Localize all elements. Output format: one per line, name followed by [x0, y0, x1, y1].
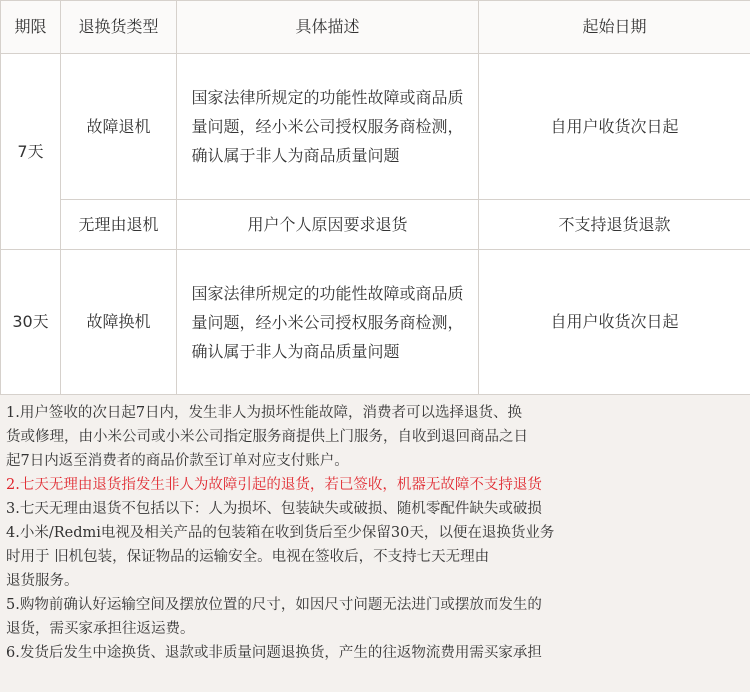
description-fault-exchange: 国家法律所规定的功能性故障或商品质量问题，经小米公司授权服务商检测，确认属于非人为商品质量问题	[191, 283, 464, 361]
table-row	[1, 200, 750, 250]
note-item	[6, 473, 744, 497]
header-start-date: 起始日期	[479, 1, 750, 54]
note-text: 2.七天无理由退货指发生非人为故障引起的退货，若已签收，机器无故障不支持退货	[6, 477, 542, 493]
header-type: 退换货类型	[61, 1, 177, 54]
header-period: 期限	[1, 1, 61, 54]
period-7-days: 7天	[1, 54, 61, 250]
note-item	[6, 521, 744, 593]
note-item	[6, 401, 744, 473]
note-text: 3.七天无理由退货不包括以下：人为损坏、包装缺失或破损、随机零配件缺失或破损	[6, 501, 542, 517]
note-text: 4.小米/Redmi电视及相关产品的包装箱在收到货后至少保留30天，以便在退换货业务 时用于 旧机包装，保证物品的运输安全。电视在签收后，不支持七天无理由 退货服务。	[6, 525, 555, 589]
header-description: 具体描述	[177, 1, 479, 54]
note-item	[6, 593, 744, 641]
description-fault-return: 国家法律所规定的功能性故障或商品质量问题，经小米公司授权服务商检测，确认属于非人为商品质量问题	[191, 88, 464, 165]
start-date-fault-exchange: 自用户收货次日起	[479, 250, 750, 395]
note-item	[6, 641, 744, 665]
description-cell	[177, 54, 479, 200]
type-no-reason-return: 无理由退机	[61, 200, 177, 250]
table-row	[1, 54, 750, 200]
note-text: 5.购物前确认好运输空间及摆放位置的尺寸，如因尺寸问题无法进门或摆放而发生的 退货，需买家承担往返运费。	[6, 597, 542, 637]
policy-notes	[0, 394, 750, 665]
description-no-reason-return: 用户个人原因要求退货	[177, 200, 479, 250]
description-cell	[177, 250, 479, 395]
table-row	[1, 250, 750, 395]
start-date-no-reason-return: 不支持退货退款	[479, 200, 750, 250]
type-fault-exchange: 故障换机	[61, 250, 177, 395]
period-30-days: 30天	[1, 250, 61, 395]
type-fault-return: 故障退机	[61, 54, 177, 200]
start-date-fault-return: 自用户收货次日起	[479, 54, 750, 200]
note-text: 6.发货后发生中途换货、退款或非质量问题退换货，产生的往返物流费用需买家承担	[6, 645, 542, 661]
note-text: 1.用户签收的次日起7日内，发生非人为损坏性能故障，消费者可以选择退货、换 货或修理，由小米公司或小米公司指定服务商提供上门服务，自收到退回商品之日 起7日内返至消费者的商品价款至订单对应支付账户。	[6, 405, 528, 469]
note-item	[6, 497, 744, 521]
table-header-row	[1, 1, 750, 54]
